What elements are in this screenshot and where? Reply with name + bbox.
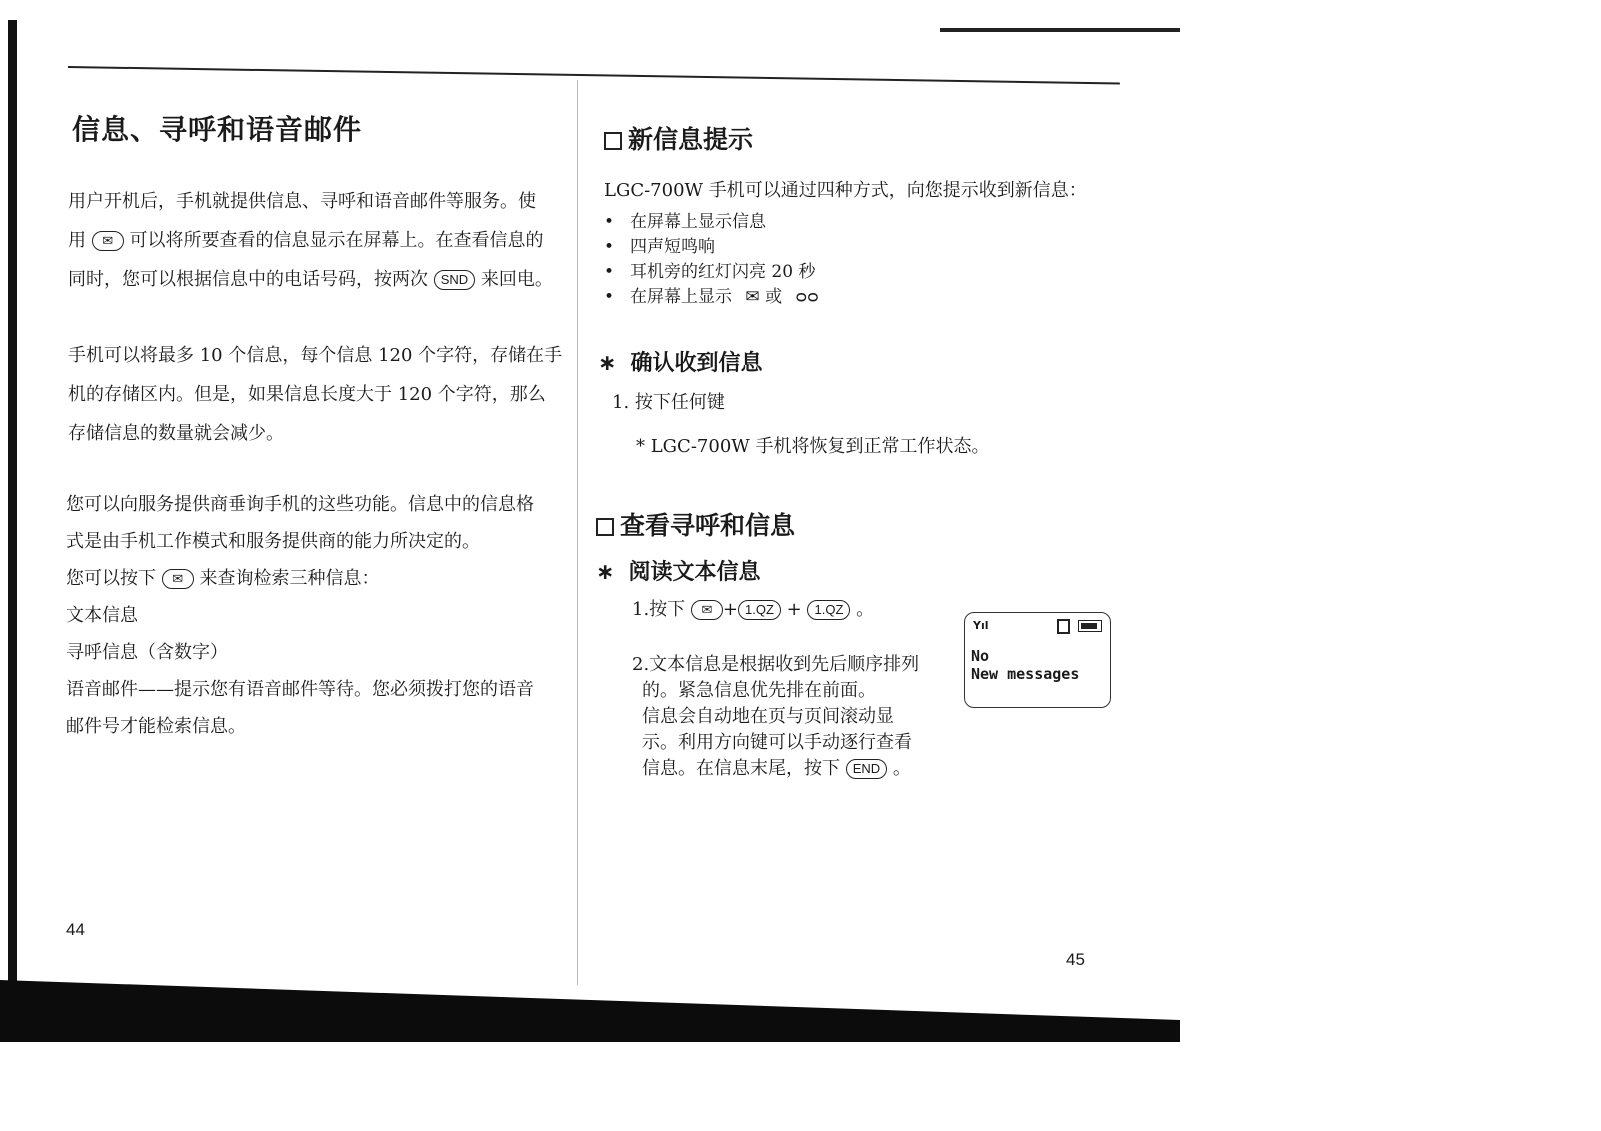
- para2-line3: 存储信息的数量就会减少。: [68, 423, 284, 444]
- left-paragraph-2: [68, 336, 578, 453]
- read-step1-pre: 1.按下: [632, 599, 686, 620]
- para3-line3: [66, 560, 576, 597]
- checkbox-square-icon: [604, 132, 622, 150]
- header-rule: [68, 66, 1120, 85]
- plus-sign: +: [722, 599, 739, 620]
- para3-line2: 式是由手机工作模式和服务提供商的能力所决定的。: [66, 531, 480, 552]
- para2-line1: 手机可以将最多 10 个信息，每个信息 120 个字符，存储在手: [68, 345, 563, 366]
- one-qz-key-icon: 1.QZ: [807, 600, 850, 620]
- para3-line3-post: 来查询检索三种信息：: [199, 568, 380, 589]
- envelope-icon: ✉: [745, 287, 760, 307]
- section-view-pages-messages: [596, 506, 795, 542]
- subsection-confirm-received: [598, 346, 762, 377]
- para1-line3-post: 来回电。: [480, 269, 553, 290]
- phone-line-1: No: [971, 647, 990, 665]
- list-item: • 耳机旁的红灯闪亮 20 秒: [604, 260, 819, 285]
- checkbox-square-icon: [596, 518, 614, 536]
- scan-edge-bottom: [0, 980, 1180, 1042]
- para2-line2: 机的存储区内。但是，如果信息长度大于 120 个字符，那么: [68, 384, 546, 405]
- asterisk-icon: ∗: [598, 351, 617, 376]
- scan-edge-top: [940, 28, 1180, 32]
- list-item: • 在屏幕上显示信息: [604, 210, 819, 235]
- left-paragraph-3: [66, 486, 576, 745]
- page-number-left: 44: [66, 920, 85, 939]
- message-key-icon: ✉: [162, 569, 194, 589]
- scan-edge-left: [8, 20, 17, 1020]
- read-step2-line1: 2.文本信息是根据收到先后顺序排列: [632, 654, 920, 675]
- para1-line2-post: 可以将所要查看的信息显示在屏幕上。在查看信息的: [129, 230, 544, 251]
- left-page-title: 信息、寻呼和语音邮件: [72, 113, 363, 146]
- info-type-voicemail-line1: 语音邮件——提示您有语音邮件等待。您必须拨打您的语音: [66, 679, 534, 700]
- para1-line3-pre: 同时，您可以根据信息中的电话号码，按两次: [68, 269, 428, 290]
- phone-message-text: [971, 647, 1079, 683]
- read-step2-line4: 示。利用方向键可以手动逐行查看: [642, 732, 912, 753]
- snd-key-icon: SND: [434, 270, 475, 290]
- message-key-icon: ✉: [691, 600, 723, 620]
- read-step2-line3: 信息会自动地在页与页间滚动显: [642, 706, 894, 727]
- bullet4-or: 或: [765, 287, 783, 307]
- confirm-step-1: 1. 按下任何键: [612, 392, 725, 413]
- section-new-message-alert: [604, 120, 753, 156]
- one-qz-key-icon: 1.QZ: [738, 600, 781, 620]
- para1-line2-pre: 用: [68, 230, 86, 251]
- phone-line-2: New messages: [971, 665, 1080, 683]
- bullet4-pre: 在屏幕上显示: [630, 287, 732, 307]
- para3-line3-pre: 您可以按下: [66, 568, 156, 589]
- para1-line2: [68, 221, 578, 260]
- list-item: [604, 285, 819, 310]
- list-item: • 四声短鸣响: [604, 235, 819, 260]
- end-key-icon: END: [846, 759, 887, 779]
- voicemail-icon: ᴑᴑ: [795, 287, 819, 307]
- read-step-2: [632, 652, 952, 782]
- signal-icon: Yıl: [973, 619, 989, 632]
- para1-line1: 用户开机后，手机就提供信息、寻呼和语音邮件等服务。使: [68, 191, 536, 212]
- para1-line3: [68, 260, 578, 299]
- section1-title: 新信息提示: [628, 125, 754, 154]
- asterisk-icon: ∗: [596, 560, 615, 585]
- info-type-text: 文本信息: [66, 605, 138, 626]
- read-step2-line2: 的。紧急信息优先排在前面。: [642, 680, 876, 701]
- read-step2-line5-pre: 信息。在信息末尾，按下: [642, 758, 840, 779]
- lock-icon: [1057, 619, 1070, 634]
- info-type-voicemail-line2: 邮件号才能检索信息。: [66, 716, 246, 737]
- plus-sign: +: [786, 599, 802, 620]
- read-step2-line5: 信息。在信息末尾，按下 END 。: [642, 758, 911, 779]
- message-key-icon: ✉: [92, 231, 124, 251]
- page-number-right: 45: [1066, 950, 1085, 969]
- read-step-1: 1.按下 ✉ + 1.QZ + 1.QZ 。: [632, 599, 875, 620]
- confirm-note: * LGC-700W 手机将恢复到正常工作状态。: [636, 436, 990, 457]
- section1-intro: LGC-700W 手机可以通过四种方式，向您提示收到新信息：: [604, 180, 1087, 201]
- phone-screen-illustration: [964, 612, 1111, 708]
- subsection-read-text: [596, 555, 760, 586]
- section2-title: 查看寻呼和信息: [620, 511, 796, 540]
- phone-status-bar: [973, 619, 1102, 633]
- info-type-page: 寻呼信息（含数字）: [66, 642, 228, 663]
- left-paragraph-1: [68, 182, 578, 299]
- subsection2-title: 阅读文本信息: [628, 560, 761, 585]
- para3-line1: 您可以向服务提供商垂询手机的这些功能。信息中的信息格: [66, 494, 534, 515]
- alert-methods-list: [604, 210, 819, 310]
- subsection1-title: 确认收到信息: [630, 351, 763, 376]
- battery-icon: [1078, 620, 1102, 632]
